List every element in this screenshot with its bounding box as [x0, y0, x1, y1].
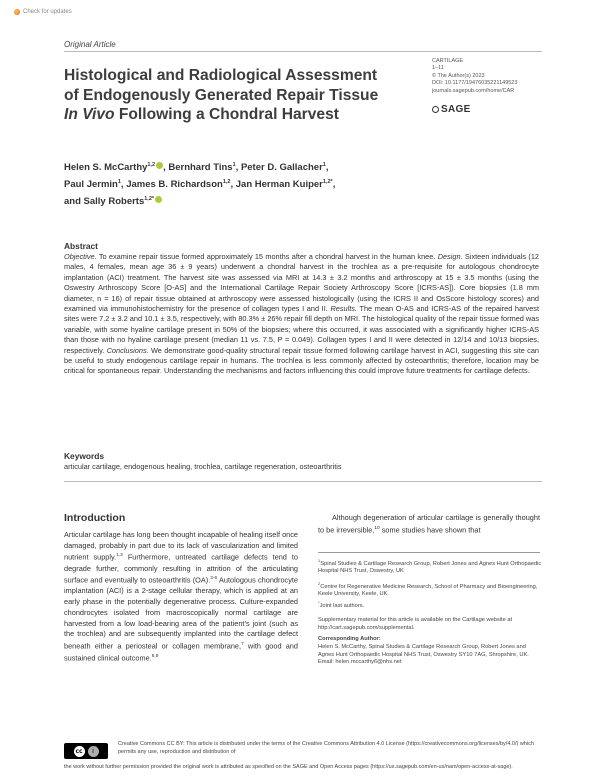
author-name[interactable]: Jan Herman Kuiper — [235, 179, 323, 191]
author-affiliation: 1 — [322, 162, 326, 168]
publisher-name: SAGE — [441, 104, 471, 115]
joint-author-mark: * — [318, 599, 320, 605]
corresponding-text: Helen S. McCarthy, Spinal Studies & Cartilage Research Group, Robert Jones and Agnes Hunt Orthopaedic Hospital NHS Trust, Oswestry SY10 7AG, Shropshire, UK. — [318, 644, 529, 658]
footnote-divider — [318, 552, 540, 553]
intro-text: Although degeneration of articular cartilage is generally thought to be irreversible, — [318, 513, 540, 535]
author-name[interactable]: Bernhard Tins — [168, 162, 233, 174]
author-name[interactable]: Sally Roberts — [83, 196, 145, 208]
introduction-heading: Introduction — [64, 512, 126, 524]
keywords-list: articular cartilage, endogenous healing, trochlea, cartilage regeneration, osteoarthritis — [64, 462, 342, 471]
affiliation-text: Spinal Studies & Cartilage Research Group, Robert Jones and Agnes Hunt Orthopaedic Hospital NHS Trust, Oswestry, UK — [318, 560, 542, 575]
abstract-body — [64, 252, 539, 377]
corresponding-label: Corresponding Author: — [318, 636, 381, 643]
affiliation-number: 2 — [318, 580, 321, 586]
section-divider — [64, 481, 542, 482]
journal-pages: 1–11 — [432, 65, 444, 72]
author-name[interactable]: Peter D. Gallacher — [240, 162, 323, 174]
title-line-3-rest: Following a Chondral Harvest — [114, 106, 339, 123]
intro-text: with good and sustained clinical outcome. — [64, 641, 298, 663]
title-line-1: Histological and Radiological Assessment — [64, 67, 378, 84]
objective-text: To examine repair tissue formed approximately 15 months after a chondral harvest in the human knee. — [96, 252, 438, 261]
updates-icon — [14, 9, 20, 15]
citation[interactable]: 1,2 — [116, 553, 123, 559]
intro-text: Furthermore, untreated cartilage defects tend to degrade further, commonly resulting in attrition of the articulating surface and eventually to osteoarthritis (OA). — [64, 552, 298, 585]
introduction-column-2 — [318, 513, 540, 536]
introduction-column-1 — [64, 530, 298, 664]
joint-author-note: Joint last authors. — [319, 602, 365, 609]
keywords-heading: Keywords — [64, 451, 105, 461]
author-name[interactable]: James B. Richardson — [126, 179, 223, 191]
corresponding-email[interactable]: Email: helen.mccarthy6@nhs.net — [318, 659, 402, 666]
affiliation-1 — [318, 557, 543, 576]
journal-doi[interactable]: DOI: 10.1177/19476035221149523 — [432, 80, 518, 87]
sage-logo-icon — [432, 106, 439, 113]
orcid-icon[interactable] — [155, 196, 162, 203]
objective-label: Objective. — [64, 252, 97, 261]
article-type: Original Article — [64, 40, 116, 49]
design-label: Design. — [437, 252, 463, 261]
license-text-continued: the work without further permission provided the original work is attributed as specified on the SAGE and Open Access pages (https://us.sagepub.com/en-us/nam/open-access-at-sage). — [64, 764, 513, 770]
results-label: Results. — [330, 304, 357, 314]
author-list: Helen S. McCarthy$^{1,2}$ , Bernhard Tins$^1$, Peter D. Gallacher$^1$, Paul Jermin$^1$, James B. Richardson$^{1,2}$, Jan Herman Kuiper$^{1,2*}$, and Sally Roberts$^{1,2*}$ — [64, 162, 336, 208]
license-text: Creative Commons CC BY: This article is distributed under the terms of the Creative Commons Attribution 4.0 License (https://creativecommons.org/licenses/by/4.0/) which permits any use, reproduction and distribution of — [118, 741, 534, 755]
abstract-heading: Abstract — [64, 241, 98, 251]
journal-copyright: © The Author(s) 2023 — [432, 72, 485, 79]
publisher-logo — [432, 104, 471, 115]
journal-name: CARTILAGE — [432, 58, 464, 64]
affiliation-number: 1 — [318, 558, 321, 563]
author-prefix: and — [64, 196, 84, 208]
footnotes — [318, 557, 543, 671]
article-title — [64, 66, 424, 125]
supplementary-note[interactable]: Supplementary material for this article is available on the Cartilage website at http://cart.sagepub.com/supplemental. — [318, 617, 513, 632]
header-divider — [64, 51, 542, 52]
design-text: Sixteen individuals (12 males, 4 females, mean age 36 ± 9 years) underwent a chondral harvest in the trochlea as a pre-requisite for autologous chondrocyte implantation (ACI) treatment. The harvest site was assessed via MRI at 14.3 ± 3.2 months and arthroscopy at 15 ± 3.5 months (using the Oswestry Arthroscopy Score [O-AS] and the International Cartilage Repair Society Arthroscopy Score [ICRS-AS]). Core biopsies (1.8 mm diameter, n = 16) of repair tissue obtained at arthroscopy were assessed histologically (using the ICRS II and OsScore histology scores) and examined via immunohistochemistry for the presence of collagen types I and II. — [64, 252, 539, 314]
title-line-3 — [64, 105, 424, 125]
affiliation-text: Centre for Regenerative Medicine Research, School of Pharmacy and Bioengineering, Keele University, Keele, UK — [318, 583, 538, 598]
updates-label: Check for updates — [23, 9, 72, 15]
citation[interactable]: 8,9 — [151, 654, 159, 660]
citation[interactable]: 10 — [374, 525, 380, 531]
journal-url[interactable]: journals.sagepub.com/home/CAR — [432, 87, 515, 94]
author-name[interactable]: Paul Jermin — [64, 179, 118, 191]
author-affiliation: 1,2* — [144, 196, 155, 203]
citation[interactable]: 3-6 — [210, 576, 218, 582]
author-affiliation: 1 — [117, 179, 121, 186]
conclusions-text: We demonstrate good-quality structural repair tissue formed following cartilage harvest in ACI, suggesting this site can be useful to study endogenous cartilage repair in humans. The trochlea is less commonly affected by osteoarthritis; therefore, location may be critical for spontaneous repair. Understanding the mechanisms and factors influencing this could improve future treatments for cartilage defects. — [64, 345, 539, 376]
check-for-updates-badge[interactable] — [14, 9, 72, 15]
author-name[interactable]: Helen S. McCarthy — [64, 162, 148, 174]
author-affiliation: 1,2 — [147, 162, 156, 168]
citation[interactable]: 7 — [241, 641, 244, 647]
creative-commons-badge[interactable] — [64, 743, 108, 759]
title-italic: In Vivo — [64, 106, 115, 123]
author-affiliation: 1,2 — [222, 179, 231, 186]
title-line-2: of Endogenously Generated Repair Tissue — [64, 86, 379, 104]
intro-text: Articular cartilage has long been thought incapable of healing itself once damaged, probably in part due to its lack of vascularization and limited nutrient supply. — [64, 530, 298, 562]
intro-text: some studies have shown that — [379, 525, 481, 535]
journal-info — [432, 58, 552, 95]
author-affiliation: 1,2* — [322, 179, 333, 186]
orcid-icon[interactable] — [156, 162, 163, 169]
intro-text: Autologous chondrocyte implantation (ACI) is a 2-stage cellular therapy, which is applied at an early phase in the potentially degenerative process. Culture-expanded chondrocytes isolated from macroscopically normal cartilage are harvested from a low load-bearing area of the patient’s joint (such as the trochlea) and are subsequently implanted into the cartilage defect beneath either a periosteal or collagen membrane, — [64, 575, 298, 651]
cc-icon: cc — [75, 747, 83, 755]
attribution-icon: i — [88, 746, 99, 757]
results-text: The mean O-AS and ICRS-AS of the repaired harvest sites were 7.2 ± 3.2 and 10.1 ± 3.5, respectively, with 80.3% ± 26% repair fill depth on MRI. The histological quality of the repair tissue formed was variable, with some hyaline cartilage present in 50% of the biopsies; where this occurred, it was associated with a significantly higher ICRS-AS than those with no hyaline cartilage present (median 11 vs. 7.5, P = 0.049). Collagen types I and II were detected in 12/14 and 10/13 biopsies, respectively. — [64, 304, 540, 355]
author-affiliation: 1 — [232, 162, 236, 168]
corresponding-author — [318, 636, 543, 666]
intro-paragraph — [318, 513, 540, 536]
conclusions-label: Conclusions. — [106, 345, 149, 355]
affiliation-2 — [318, 580, 543, 611]
